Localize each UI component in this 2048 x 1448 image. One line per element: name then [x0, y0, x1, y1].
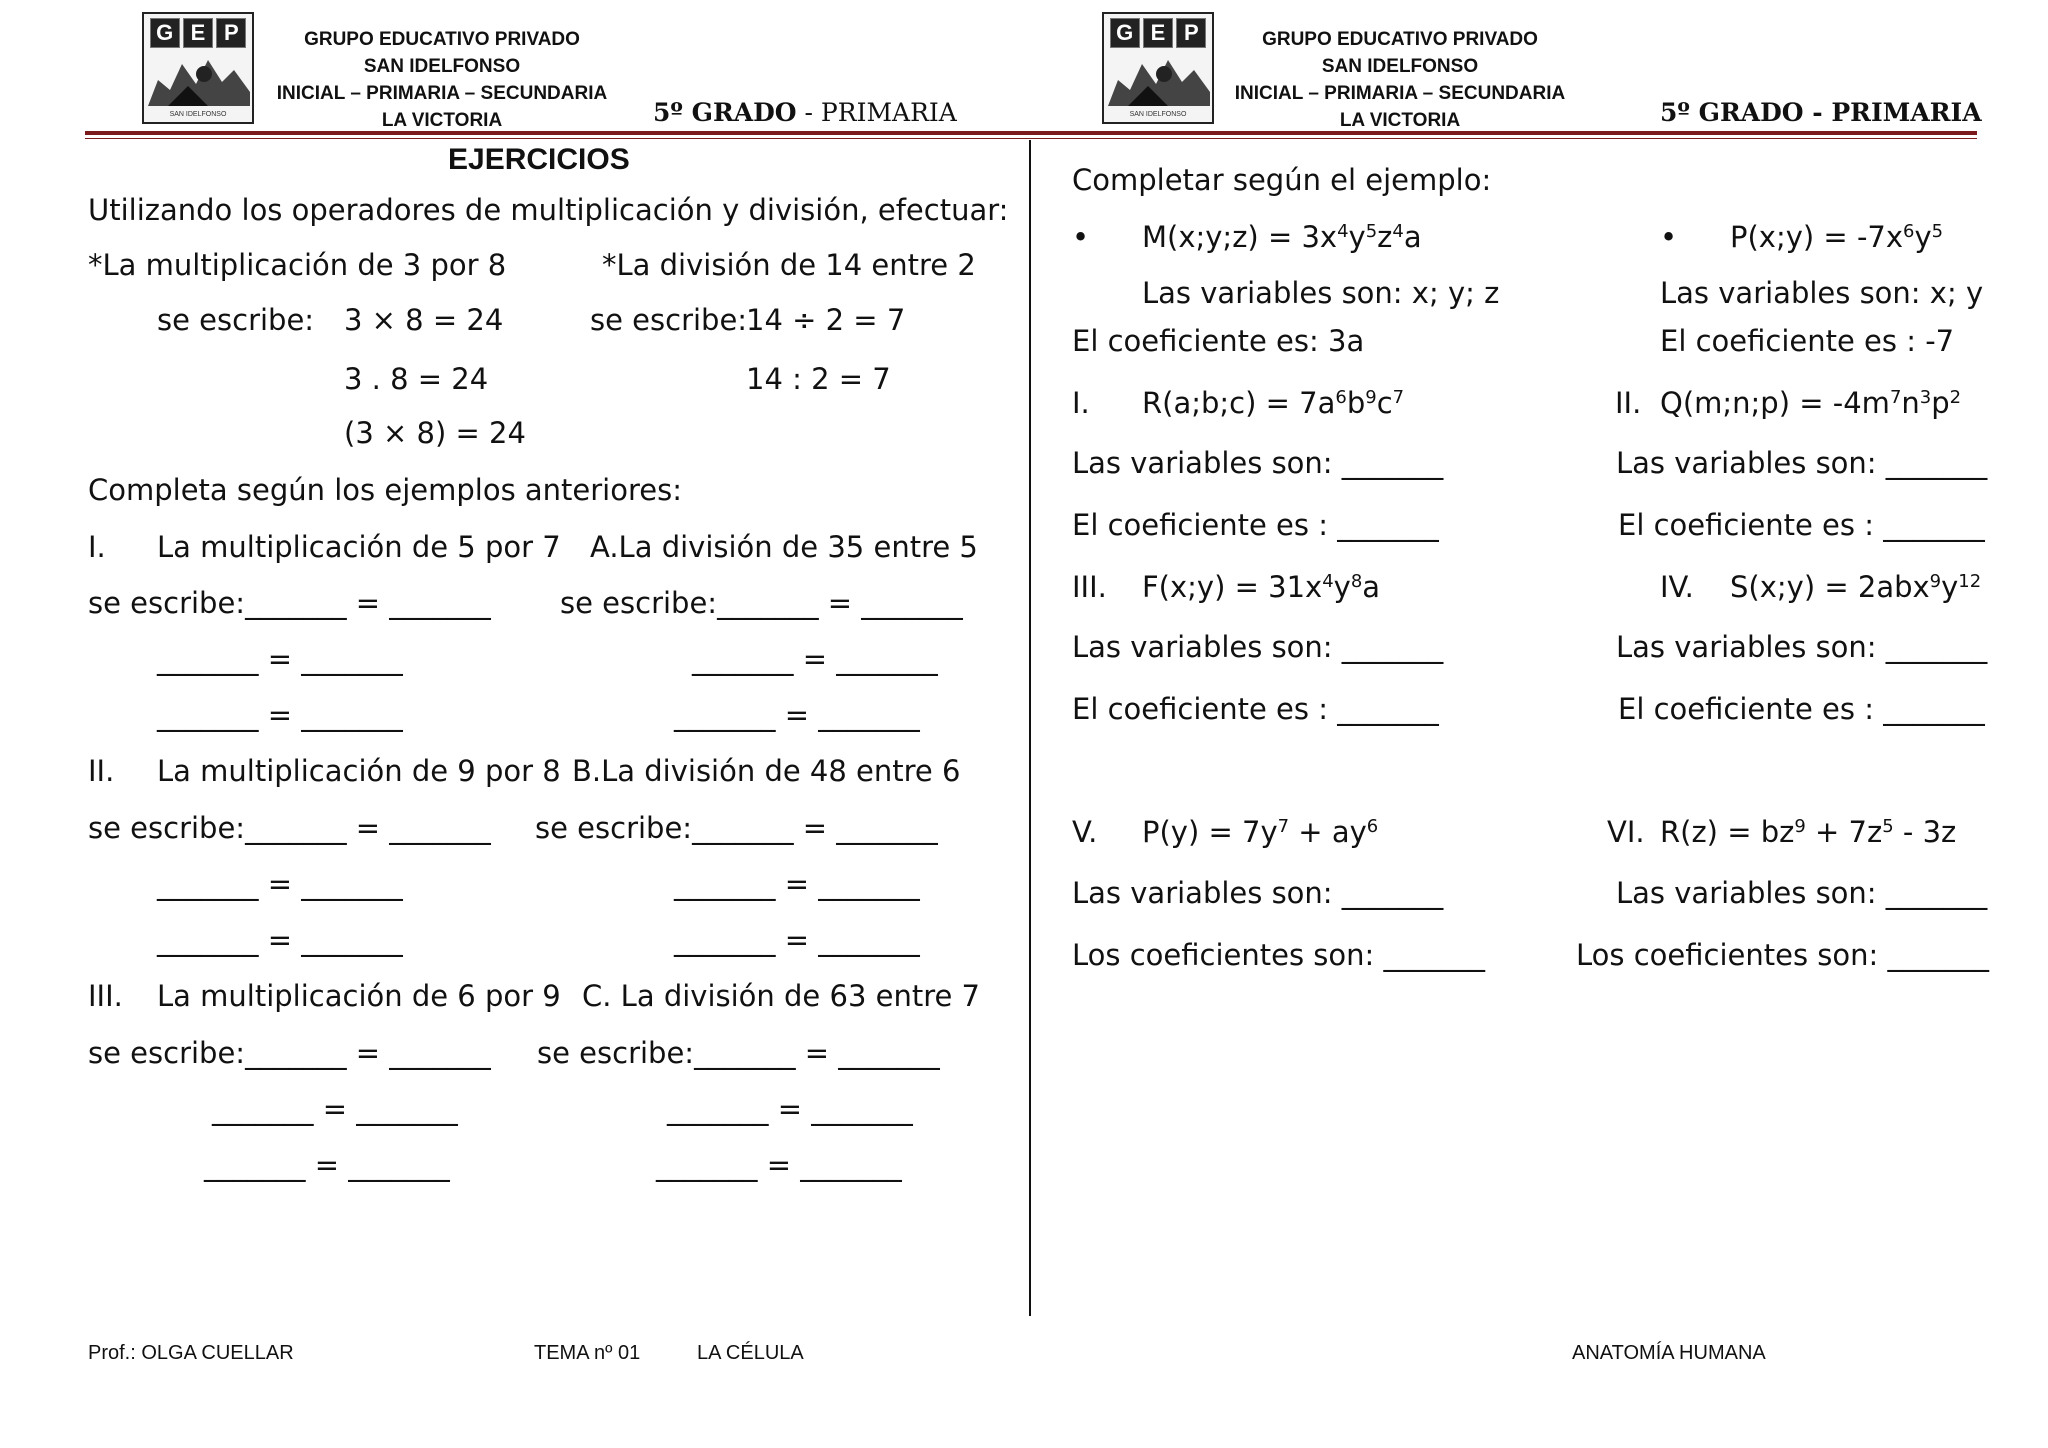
- problem-div: B.La división de 48 entre 6: [572, 754, 961, 788]
- footer-subject: ANATOMÍA HUMANA: [1572, 1342, 1766, 1364]
- mult-form: (3 × 8) = 24: [344, 416, 526, 450]
- answer-line[interactable]: _______ = _______: [204, 1148, 450, 1182]
- coefficients-answer[interactable]: Los coeficientes son: _______: [1576, 938, 1989, 972]
- answer-line[interactable]: _______ = _______: [656, 1148, 902, 1182]
- logo-letter: E: [183, 18, 213, 48]
- grade-label-right: 5º GRADO - PRIMARIA: [1660, 98, 1982, 127]
- problem-number: III.: [88, 979, 123, 1013]
- answer-line[interactable]: se escribe:_______ = _______: [537, 1036, 940, 1070]
- complete-title: Completar según el ejemplo:: [1072, 163, 1492, 197]
- problem-number: II.: [88, 754, 115, 788]
- se-escribe-label: se escribe:: [157, 303, 315, 337]
- bullet: •: [1660, 220, 1678, 254]
- se-escribe-label: se escribe:: [590, 303, 748, 337]
- problem-div: C. La división de 63 entre 7: [582, 979, 980, 1013]
- answer-line[interactable]: _______ = _______: [674, 923, 920, 957]
- problem-mult: La multiplicación de 5 por 7: [157, 530, 561, 564]
- bullet: •: [1072, 220, 1090, 254]
- coefficient-answer[interactable]: El coeficiente es : _______: [1072, 692, 1439, 726]
- example-expression: M(x;y;z) = $3x^4y^5z^4a$: [1142, 220, 1422, 254]
- school-line: LA VICTORIA: [1339, 110, 1461, 131]
- header-rule-thin: [85, 138, 1977, 139]
- school-logo-right: [1102, 12, 1214, 124]
- problem-expression: $P(y) = 7y^7 + ay^6$: [1142, 815, 1379, 849]
- example-mult: *La multiplicación de 3 por 8: [88, 248, 507, 282]
- variables-answer[interactable]: Las variables son: _______: [1616, 446, 1988, 480]
- problem-mult: La multiplicación de 9 por 8: [157, 754, 561, 788]
- logo-letter: P: [1176, 18, 1206, 48]
- example-div: *La división de 14 entre 2: [602, 248, 976, 282]
- school-line: INICIAL – PRIMARIA – SECUNDARIA: [276, 83, 608, 104]
- problem-div: A.La división de 35 entre 5: [590, 530, 978, 564]
- coefficient-answer[interactable]: El coeficiente es : _______: [1618, 508, 1985, 542]
- answer-line[interactable]: _______ = _______: [157, 923, 403, 957]
- coefficients-answer[interactable]: Los coeficientes son: _______: [1072, 938, 1485, 972]
- logo-letter: P: [216, 18, 246, 48]
- problem-number: I.: [1072, 386, 1090, 420]
- school-line: GRUPO EDUCATIVO PRIVADO: [1262, 29, 1538, 50]
- div-form: 14 ÷ 2 = 7: [746, 303, 906, 337]
- problem-expression: Q(m;n;p) = $-4m^7n^3p^2$: [1660, 386, 1962, 420]
- example-variables: Las variables son: x; y; z: [1142, 276, 1500, 310]
- problem-number: II.: [1615, 386, 1642, 420]
- div-form: 14 : 2 = 7: [746, 362, 891, 396]
- problem-expression: S(x;y) = $2abx^9y^{12}$: [1730, 570, 1982, 604]
- variables-answer[interactable]: Las variables son: _______: [1072, 630, 1444, 664]
- example-coefficient: El coeficiente es: 3a: [1072, 324, 1365, 358]
- logo-scene-icon: [148, 50, 250, 106]
- footer-topic: LA CÉLULA: [697, 1342, 804, 1364]
- answer-line[interactable]: se escribe:_______ = _______: [535, 811, 938, 845]
- school-line: SAN IDELFONSO: [1321, 56, 1479, 77]
- problem-number: IV.: [1660, 570, 1694, 604]
- answer-line[interactable]: se escribe:_______ = _______: [88, 811, 491, 845]
- answer-line[interactable]: se escribe:_______ = _______: [560, 586, 963, 620]
- answer-line[interactable]: se escribe:_______ = _______: [88, 1036, 491, 1070]
- school-name-left: [272, 26, 612, 134]
- header-rule: [85, 131, 1977, 135]
- problem-number: V.: [1072, 815, 1098, 849]
- problem-number: III.: [1072, 570, 1107, 604]
- school-line: SAN IDELFONSO: [363, 56, 521, 77]
- problem-expression: F(x;y) = $31x^4y^8a$: [1142, 570, 1381, 604]
- exercises-title: EJERCICIOS: [448, 143, 630, 176]
- answer-line[interactable]: _______ = _______: [692, 642, 938, 676]
- column-divider: [1029, 140, 1031, 1316]
- coefficient-answer[interactable]: El coeficiente es : _______: [1618, 692, 1985, 726]
- mult-form: 3 . 8 = 24: [344, 362, 489, 396]
- coefficient-answer[interactable]: El coeficiente es : _______: [1072, 508, 1439, 542]
- logo-motto: SAN IDELFONSO: [1129, 111, 1187, 118]
- answer-line[interactable]: _______ = _______: [157, 698, 403, 732]
- problem-mult: La multiplicación de 6 por 9: [157, 979, 561, 1013]
- variables-answer[interactable]: Las variables son: _______: [1616, 630, 1988, 664]
- school-line: INICIAL – PRIMARIA – SECUNDARIA: [1234, 83, 1566, 104]
- school-line: LA VICTORIA: [381, 110, 503, 131]
- logo-letter: G: [1110, 18, 1140, 48]
- example-coefficient: El coeficiente es : -7: [1660, 324, 1955, 358]
- school-logo-left: [142, 12, 254, 124]
- problem-number: VI.: [1607, 815, 1645, 849]
- school-line: GRUPO EDUCATIVO PRIVADO: [304, 29, 580, 50]
- grade-label-left: 5º GRADO - PRIMARIA: [653, 98, 957, 127]
- variables-answer[interactable]: Las variables son: _______: [1072, 876, 1444, 910]
- logo-letter: E: [1143, 18, 1173, 48]
- logo-scene-icon: [1108, 50, 1210, 106]
- logo-motto: SAN IDELFONSO: [169, 111, 227, 118]
- answer-line[interactable]: _______ = _______: [667, 1092, 913, 1126]
- answer-line[interactable]: _______ = _______: [674, 698, 920, 732]
- footer-teacher: Prof.: OLGA CUELLAR: [88, 1342, 294, 1364]
- problem-number: I.: [88, 530, 106, 564]
- answer-line[interactable]: se escribe:_______ = _______: [88, 586, 491, 620]
- complete-instruction: Completa según los ejemplos anteriores:: [88, 473, 682, 507]
- variables-answer[interactable]: Las variables son: _______: [1616, 876, 1988, 910]
- problem-expression: $R(z) = bz^9 + 7z^5 - 3z$: [1660, 815, 1957, 849]
- intro-text: Utilizando los operadores de multiplicación y división, efectuar:: [88, 193, 1009, 227]
- answer-line[interactable]: _______ = _______: [674, 867, 920, 901]
- variables-answer[interactable]: Las variables son: _______: [1072, 446, 1444, 480]
- logo-letter: G: [150, 18, 180, 48]
- school-name-right: [1230, 26, 1570, 134]
- problem-expression: R(a;b;c) = $7a^6b^9c^7$: [1142, 386, 1405, 420]
- footer-topic-number: TEMA nº 01: [534, 1342, 641, 1364]
- example-expression: P(x;y) = $-7x^6y^5$: [1730, 220, 1944, 254]
- answer-line[interactable]: _______ = _______: [212, 1092, 458, 1126]
- answer-line[interactable]: _______ = _______: [157, 867, 403, 901]
- mult-form: 3 × 8 = 24: [344, 303, 504, 337]
- example-variables: Las variables son: x; y: [1660, 276, 1984, 310]
- answer-line[interactable]: _______ = _______: [157, 642, 403, 676]
